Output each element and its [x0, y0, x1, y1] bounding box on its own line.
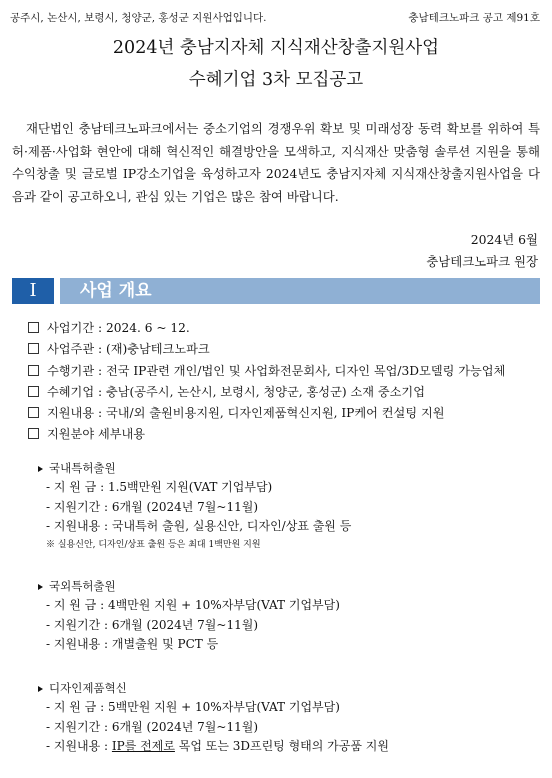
domestic-patent-heading: 국내특허출원	[38, 458, 538, 478]
section-title: 사업 개요	[80, 281, 152, 301]
checkbox-square-icon	[28, 365, 39, 376]
detail-line: - 지 원 금 : 5백만원 지원 + 10%자부담(VAT 기업부담)	[46, 700, 340, 714]
overview-item: 수혜기업 : 충남(공주시, 논산시, 보령시, 청양군, 홍성군) 소재 중소기업	[28, 382, 505, 403]
domestic-patent-block	[38, 458, 538, 553]
overseas-patent-block	[38, 576, 538, 655]
notice-number: 충남테크노파크 공고 제91호	[408, 12, 540, 24]
detail-line: - 지원내용 : 국내특허 출원, 실용신안, 디자인/상표 출원 등	[46, 519, 352, 533]
region-notice: 공주시, 논산시, 보령시, 청양군, 홍성군 지원사업입니다.	[10, 12, 267, 24]
detail-line: - 지 원 금 : 4백만원 지원 + 10%자부담(VAT 기업부담)	[46, 598, 340, 612]
document-title: 2024년 충남지자체 지식재산창출지원사업	[112, 38, 440, 58]
section-title-bar	[60, 278, 540, 304]
design-innovation-block	[38, 678, 538, 757]
underlined-phrase: IP를 전제로	[111, 739, 175, 753]
checkbox-square-icon	[28, 407, 39, 418]
detail-line: - 지원기간 : 6개월 (2024년 7월~11월)	[46, 499, 258, 514]
announcement-date: 2024년 6월	[470, 232, 538, 247]
checkbox-square-icon	[28, 386, 39, 397]
design-innovation-heading: 디자인제품혁신	[38, 678, 538, 698]
detail-line: - 지원내용 : 개별출원 및 PCT 등	[46, 637, 219, 651]
triangle-bullet-icon	[38, 584, 43, 590]
detail-line: - 지원기간 : 6개월 (2024년 7월~11월)	[46, 617, 258, 632]
overview-item: 사업기간 : 2024. 6 ~ 12.	[28, 318, 505, 339]
detail-line: - 지원기간 : 6개월 (2024년 7월~11월)	[46, 719, 258, 734]
document-subtitle: 수혜기업 3차 모집공고	[188, 70, 364, 90]
detail-line: - 지원내용 : IP를 전제로 목업 또는 3D프린팅 형태의 가공품 지원	[46, 739, 389, 753]
overview-list	[28, 318, 505, 446]
section-header	[12, 278, 540, 304]
checkbox-square-icon	[28, 428, 39, 439]
overview-item: 사업주관 : (재)충남테크노파크	[28, 339, 505, 360]
issuer-signature: 충남테크노파크 원장	[426, 254, 538, 269]
checkbox-square-icon	[28, 343, 39, 354]
overview-item: 지원내용 : 국내/외 출원비용지원, 디자인제품혁신지원, IP케어 컨설팅 지원	[28, 403, 505, 424]
overview-item: 지원분야 세부내용	[28, 424, 505, 445]
intro-paragraph: 재단법인 충남테크노파크에서는 중소기업의 경쟁우위 확보 및 미래성장 동력 확보를 위하여 특허·제품·사업화 현안에 대해 혁신적인 해결방안을 모색하고, 지식재산 맞춤형 솔루션 지원을 통해 수익창출 및 글로벌 IP강소기업을 육성하고자 2024년도 충남지자체 지식재산창출지원사업을 다음과 같이 공고하오니, 관심 있는 기업은 많은 참여 바랍니다.	[12, 121, 540, 204]
overview-item: 수행기관 : 전국 IP관련 개인/법인 및 사업화전문회사, 디자인 목업/3D모델링 가능업체	[28, 361, 505, 382]
detail-line: - 지 원 금 : 1.5백만원 지원(VAT 기업부담)	[46, 480, 273, 494]
section-number: Ⅰ	[12, 278, 54, 304]
overseas-patent-heading: 국외특허출원	[38, 576, 538, 596]
triangle-bullet-icon	[38, 466, 43, 472]
footnote: ※ 실용신안, 디자인/상표 출원 등은 최대 1백만원 지원	[46, 539, 261, 550]
checkbox-square-icon	[28, 322, 39, 333]
triangle-bullet-icon	[38, 686, 43, 692]
notice-header	[10, 10, 540, 26]
